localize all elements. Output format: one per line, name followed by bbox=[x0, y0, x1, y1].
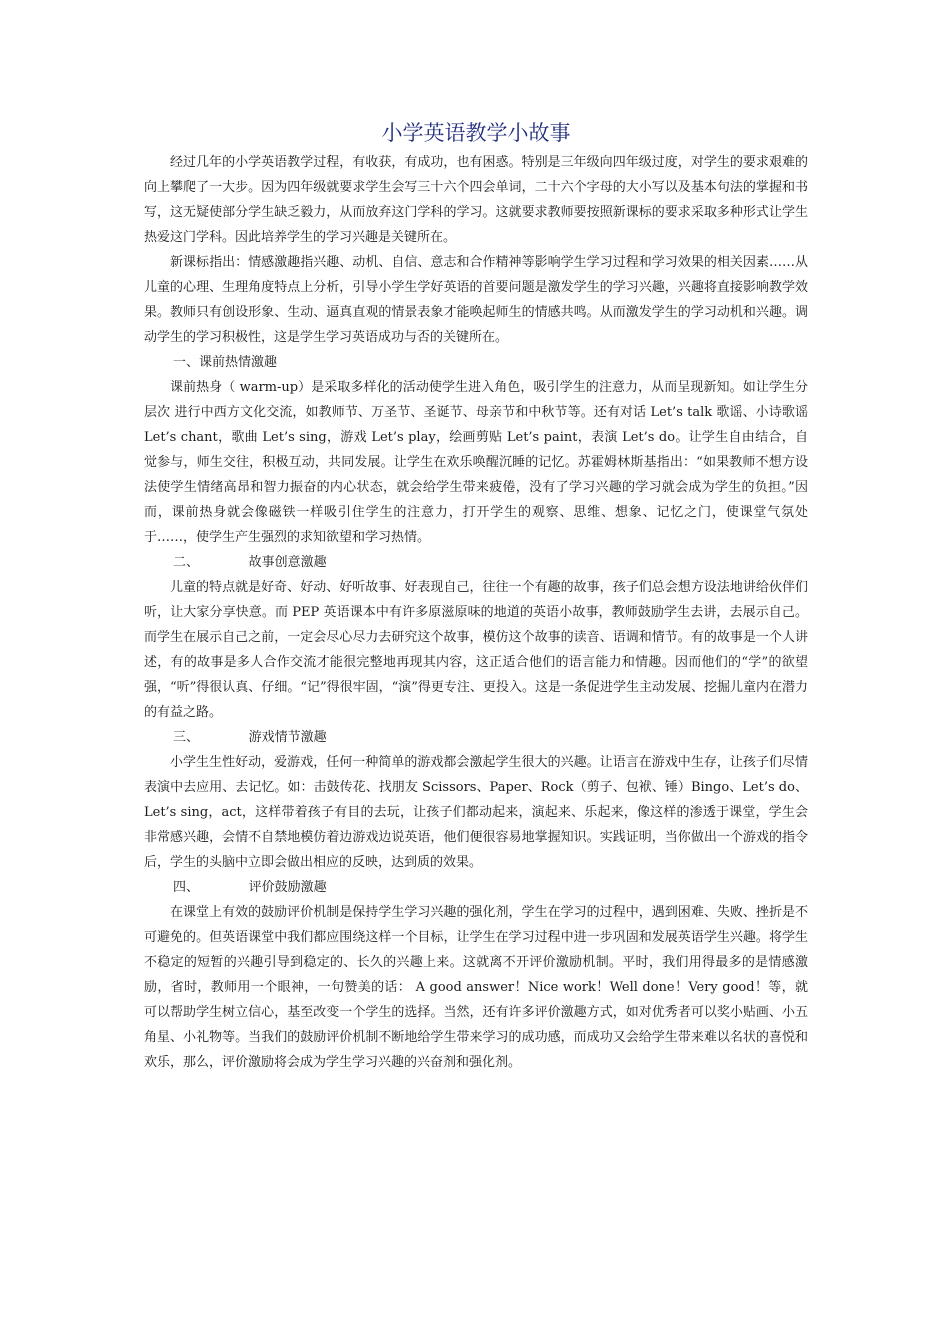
intro-paragraph-1: 经过几年的小学英语教学过程，有收获，有成功，也有困惑。特别是三年级向四年级过度，对学生的要求艰难的向上攀爬了一大步。因为四年级就要求学生会写三十六个四会单词，二十六个字母的大小写以及基本句法的掌握和书写，这无疑使部分学生缺乏毅力，从而放弃这门学科的学习。这就要求教师要按照新课标的要求采取多种形式让学生热爱这门学科。因此培养学生的学习兴趣是关键所在。 bbox=[144, 155, 808, 245]
section-heading-3: 三、 游戏情节激趣 bbox=[173, 730, 327, 745]
document-page bbox=[144, 118, 808, 1075]
section-heading-4: 四、 评价鼓励激趣 bbox=[173, 880, 327, 895]
section-body-2: 儿童的特点就是好奇、好动、好听故事、好表现自己，往往一个有趣的故事，孩子们总会想方设法地讲给伙伴们听，让大家分享快意。而 PEP 英语课本中有许多原滋原味的地道的英语小故事，教师鼓励学生去讲，去展示自己。而学生在展示自己之前，一定会尽心尽力去研究这个故事，模仿这个故事的读音、语调和情节。有的故事是一个人讲述，有的故事是多人合作交流才能很完整地再现其内容，这正适合他们的语言能力和情趣。因而他们的“学”的欲望强，“听”得很认真、仔细。“记”得很牢固，“演”得更专注、更投入。这是一条促进学生主动发展、挖掘儿童内在潜力的有益之路。 bbox=[144, 580, 808, 720]
section-heading-2: 二、 故事创意激趣 bbox=[173, 555, 327, 570]
section-body-1: 课前热身（ warm-up）是采取多样化的活动使学生进入角色，吸引学生的注意力，从而呈现新知。如让学生分层次 进行中西方文化交流，如教师节、万圣节、圣诞节、母亲节和中秋节等。还有对话 Let’s talk 歌谣、小诗歌谣 Let’s chant，歌曲 Let’s sing，游戏 Let’s play，绘画剪贴 Let’s paint，表演 Let’s do。让学生自由结合，自觉参与，师生交往，积极互动，共同发展。让学生在欢乐唤醒沉睡的记忆。苏霍姆林斯基指出：“如果教师不想方设法使学生情绪高昂和智力振奋的内心状态，就会给学生带来疲倦，没有了学习兴趣的学习就会成为学生的负担。”因而，课前热身就会像磁铁一样吸引住学生的注意力，打开学生的观察、思维、想象、记忆之门，使课堂气氛处于……，使学生产生强烈的求知欲望和学习热情。 bbox=[144, 380, 808, 545]
section-body-4: 在课堂上有效的鼓励评价机制是保持学生学习兴趣的强化剂，学生在学习的过程中，遇到困难、失败、挫折是不可避免的。但英语课堂中我们都应围绕这样一个目标，让学生在学习过程中进一步巩固和发展英语学生兴趣。将学生不稳定的短暂的兴趣引导到稳定的、长久的兴趣上来。这就离不开评价激励机制。平时，我们用得最多的是情感激励，省时，教师用一个眼神，一句赞美的话： A good answer！Nice work！Well done！Very good！等，就可以帮助学生树立信心，基至改变一个学生的选择。当然，还有许多评价激趣方式，如对优秀者可以奖小贴画、小五角星、小礼物等。当我们的鼓励评价机制不断地给学生带来学习的成功感，而成功又会给学生带来难以名状的喜悦和欢乐，那么，评价激励将会成为学生学习兴趣的兴奋剂和强化剂。 bbox=[144, 905, 808, 1070]
document-title: 小学英语教学小故事 bbox=[381, 121, 571, 145]
intro-paragraph-2: 新课标指出：情感激趣指兴趣、动机、自信、意志和合作精神等影响学生学习过程和学习效果的相关因素……从儿童的心理、生理角度特点上分析，引导小学生学好英语的首要问题是激发学生的学习兴趣，兴趣将直接影响教学效果。教师只有创设形象、生动、逼真直观的情景表象才能唤起师生的情感共鸣。从而激发学生的学习动机和兴趣。调动学生的学习积极性，这是学生学习英语成功与否的关键所在。 bbox=[144, 255, 808, 345]
section-heading-1: 一、课前热情激趣 bbox=[173, 355, 278, 370]
section-body-3: 小学生生性好动，爱游戏，任何一种简单的游戏都会激起学生很大的兴趣。让语言在游戏中生存，让孩子们尽情表演中去应用、去记忆。如：击鼓传花、找朋友 Scissors、Paper、Rock（剪子、包袱、锤）Bingo、Let’s do、Let’s sing，act，这样带着孩子有目的去玩，让孩子们都动起来，演起来、乐起来，像这样的渗透于课堂，学生会非常感兴趣，会情不自禁地模仿着边游戏边说英语，他们便很容易地掌握知识。实践证明，当你做出一个游戏的指令后，学生的头脑中立即会做出相应的反映，达到质的效果。 bbox=[144, 755, 808, 870]
